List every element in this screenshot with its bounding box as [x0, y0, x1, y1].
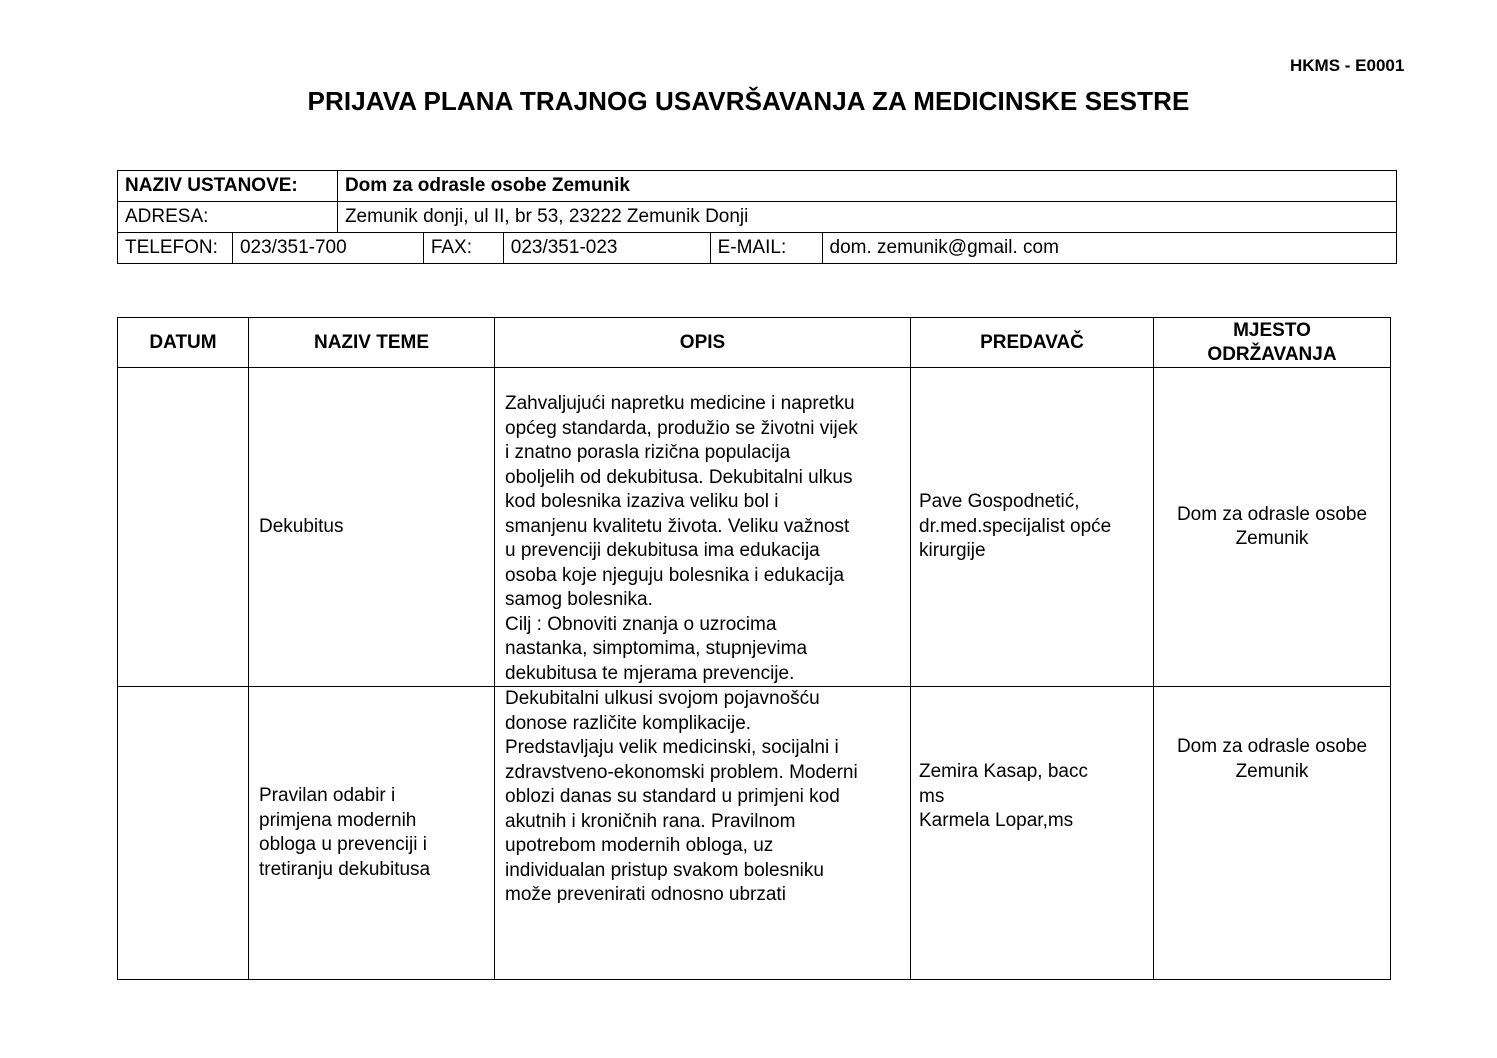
- document-code: HKMS - E0001: [1290, 56, 1405, 75]
- topic-cell: Dekubitus: [249, 368, 495, 687]
- description-line: nastanka, simptomima, stupnjevima: [505, 638, 808, 659]
- lecturer-cell: [911, 368, 1154, 687]
- institution-address-row: [118, 202, 1397, 233]
- place-line: Zemunik: [1235, 528, 1309, 549]
- institution-info-table: [117, 170, 1397, 264]
- description-line: može prevenirati odnosno ubrzati: [505, 884, 786, 903]
- place-cell: [1154, 687, 1391, 980]
- phone-label: TELEFON:: [118, 233, 233, 264]
- lecturer-line: kirurgije: [919, 540, 986, 562]
- description-line: i znatno porasla rizična populacija: [505, 442, 791, 463]
- institution-name-row: [118, 171, 1397, 202]
- institution-name-label: NAZIV USTANOVE:: [118, 171, 338, 202]
- header-lecturer: PREDAVAČ: [911, 318, 1154, 368]
- description-line: u prevenciji dekubitusa ima edukacija: [505, 540, 820, 561]
- description-line: dekubitusa te mjerama prevencije.: [505, 662, 795, 684]
- date-cell: [118, 687, 249, 980]
- email-label: E-MAIL:: [710, 233, 822, 264]
- topic-line: tretiranju dekubitusa: [259, 858, 431, 880]
- description-line: donose različite komplikacije.: [505, 712, 752, 734]
- date-cell: [118, 368, 249, 687]
- topic-line: obloga u prevenciji i: [259, 834, 427, 855]
- description-line: oboljelih od dekubitusa. Dekubitalni ulkus: [505, 466, 853, 488]
- document-title: PRIJAVA PLANA TRAJNOG USAVRŠAVANJA ZA MEDICINSKE SESTRE: [307, 86, 1190, 116]
- description-line: smanjenu kvalitetu života. Veliku važnost: [505, 515, 850, 537]
- lecturer-cell: [911, 687, 1154, 980]
- place-line: Dom za odrasle osobe: [1176, 736, 1368, 757]
- lecturer-line: ms: [919, 785, 945, 807]
- header-place-line: MJESTO: [1233, 319, 1311, 341]
- description-cell: [495, 368, 911, 687]
- email-value: dom. zemunik@gmail. com: [822, 233, 1396, 264]
- description-line: općeg standarda, produžio se životni vijek: [505, 417, 858, 439]
- description-line: upotrebom modernih obloga, uz: [505, 835, 774, 856]
- place-line: Zemunik: [1235, 760, 1309, 782]
- description-line: Cilj : Obnoviti znanja o uzrocima: [505, 613, 777, 635]
- place-cell: [1154, 368, 1391, 687]
- header-place: [1154, 318, 1391, 368]
- description-line: Zahvaljujući napretku medicine i napretku: [505, 393, 855, 414]
- phone-value: 023/351-700: [232, 233, 423, 264]
- description-line: akutnih i kroničnih rana. Pravilnom: [505, 810, 796, 832]
- lecturer-line: Karmela Lopar,ms: [919, 810, 1074, 831]
- address-label: ADRESA:: [118, 202, 338, 233]
- topic-line: Pravilan odabir i: [259, 785, 396, 806]
- description-line: osoba koje njeguju bolesnika i edukacija: [505, 564, 845, 586]
- description-line: Predstavljaju velik medicinski, socijalni i: [505, 737, 839, 758]
- lecturer-line: dr.med.specijalist opće: [919, 515, 1112, 537]
- topic-line: primjena modernih: [259, 809, 417, 831]
- topic-cell: [249, 687, 495, 980]
- place-line: Dom za odrasle osobe: [1176, 503, 1368, 525]
- description-line: oblozi danas su standard u primjeni kod: [505, 786, 840, 807]
- fax-label: FAX:: [423, 233, 503, 264]
- training-plan-table: [117, 317, 1391, 980]
- header-date: DATUM: [118, 318, 249, 368]
- description-cell: [495, 687, 911, 980]
- lecturer-line: Pave Gospodnetić,: [919, 491, 1080, 513]
- lecturer-line: Zemira Kasap, bacc: [919, 761, 1088, 782]
- address-value: Zemunik donji, ul II, br 53, 23222 Zemunik Donji: [337, 202, 1396, 233]
- description-line: individualan pristup svakom bolesniku: [505, 859, 824, 881]
- fax-value: 023/351-023: [503, 233, 710, 264]
- table-row: [118, 368, 1391, 687]
- institution-name-value: Dom za odrasle osobe Zemunik: [337, 171, 1396, 202]
- table-row: [118, 687, 1391, 980]
- description-line: samog bolesnika.: [505, 589, 653, 610]
- institution-contact-row: [118, 233, 1397, 264]
- plan-header-row: [118, 318, 1391, 368]
- description-line: Dekubitalni ulkusi svojom pojavnošću: [505, 688, 820, 709]
- header-place-line: ODRŽAVANJA: [1207, 343, 1337, 365]
- header-description: OPIS: [495, 318, 911, 368]
- header-topic: NAZIV TEME: [249, 318, 495, 368]
- description-line: zdravstveno-ekonomski problem. Moderni: [505, 761, 858, 783]
- description-line: kod bolesnika izaziva veliku bol i: [505, 491, 779, 512]
